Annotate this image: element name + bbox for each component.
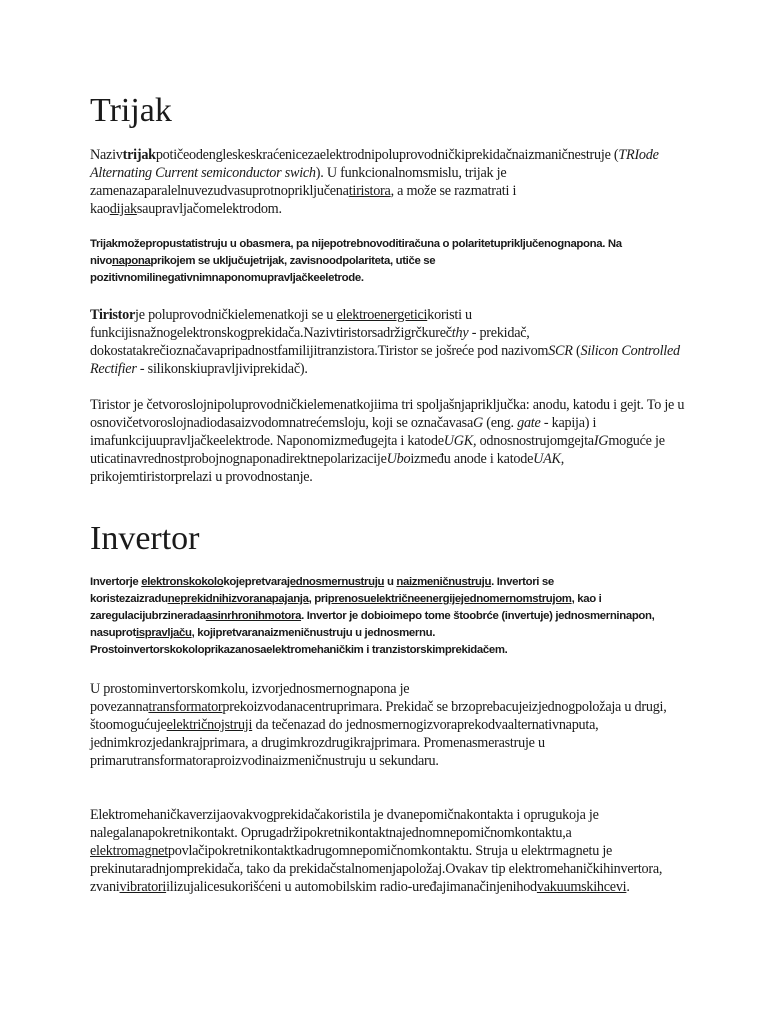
link-vakuumske-cevi[interactable]: vakuumskihcevi [536, 879, 627, 895]
link-elektroenergetici[interactable]: elektroenergetici [336, 307, 428, 323]
link-jednosmerna-struja[interactable]: jednosmernustruju [286, 576, 385, 588]
link-asinhroni-motori[interactable]: asinrhronihmotora [205, 610, 302, 622]
link-elektromagnet[interactable]: elektromagnet [90, 843, 168, 859]
paragraph-tiristor-intro: Tiristorje poluprovodničkielemenatkoji se u elektroenergeticikoristi u funkcijisnažnogelektronskogprekidača.Nazivtiristorsadržigrčkurečthy - prekidač, dokostatakrečioznačavapripadnostfamilijitranzistora.Tiristor se jošreće pod nazivomSCR (Silicon Controlled Rectifier - silikonskiupravljiviprekidač). [90, 307, 680, 377]
link-ispravljac[interactable]: ispravljaču [135, 627, 192, 639]
link-tiristora[interactable]: tiristora [348, 183, 391, 199]
paragraph-trijak-polarity: Trijakmožepropustatistruju u obasmera, pa nijepotrebnovoditiračuna o polaritetupriključenognapona. Na nivonaponaprikojem se uključujetrijak, zavisnoodpolariteta, utiče se pozitivnomilinegativnimnaponomupravljačkeeletrode. [90, 238, 622, 284]
link-vibratori[interactable]: vibratori [119, 879, 167, 895]
paragraph-trijak-intro: Nazivtrijakpotičeodengleskeskraćenicezaelektrodnipoluprovodničkiprekidačnaizmaničnestruje (TRIode Alternating Current semiconductor swich). U funkcionalnomsmislu, trijak je zamenazaparalelnuvezudvasuprotnopriključenatiristora, a može se razmatrati i kaodijaksaupravljačomelektrodom. [90, 147, 659, 217]
link-napona[interactable]: napona [112, 255, 151, 267]
link-elektronsko-kolo[interactable]: elektronskokolo [141, 576, 224, 588]
heading-invertor: Invertor [90, 520, 200, 557]
link-prenos-energije[interactable]: prenosuelektričneenergijejednomernomstrujom [327, 593, 572, 605]
link-elektricna-struja[interactable]: električnojstruji [166, 717, 253, 733]
heading-trijak: Trijak [90, 92, 172, 129]
paragraph-invertor-electromechanical: Elektromehaničkaverzijaovakvogprekidačakoristila je dvanepomičnakontakta i oprugukoja je nalegalanapokretnikontakt. Oprugadržipokretnikontaktnajednomnepomičnomkontaktu,a elektromagnetpovlačipokretnikontaktkadrugomnepomičnomkontaktu. Struja u elektrmagnetu je prekinutaradnjomprekidača, tako da prekidačstalnomenjapoložaj.Ovakav tip elektromehaničkihinvertora, zvanivibratoriilizujalicesukorišćeni u automobilskim radio-uređajimanačinjenihodvakuumskihcevi. [90, 807, 663, 895]
paragraph-invertor-circuit: U prostominvertorskomkolu, izvorjednosmernognapona je povezannatransformatorprekoizvodanacentruprimara. Prekidač se brzoprebacujeizjednogpoložaja u drugi, štoomogućujeelektričnojstruji da tečenazad do jednosmernogizvoraprekodvaalternativnaputa, jednimkrozjedankrajprimara, a drugimkrozdrugikrajprimara. Promenasmerastruje u primarutransformatoraproizvodinaizmeničnustruju u sekundaru. [90, 681, 667, 769]
link-naizmenicna-struja[interactable]: naizmeničnustruju [396, 576, 492, 588]
link-transformator[interactable]: transformator [148, 699, 223, 715]
link-neprekidni-izvori[interactable]: neprekidnihizvoranapajanja [167, 593, 309, 605]
paragraph-invertor-intro: Invertorje elektronskokolokojepretvarajednosmernustruju u naizmeničnustruju. Invertori se koristezaizraduneprekidnihizvoranapajanja, priprenosuelektričneenergijejednomernomstrujom, kao i zaregulacijubrzineradaasinrhronihmotora. Invertor je dobioimepo tome štoobrće (invertuje) jednosmerninapon, nasuprotispravljaču, kojipretvaranaizmeničnustruju u jednosmernu. Prostoinvertorskokoloprikazanosaelektromehaničkim i tranzistorskimprekidačem. [90, 576, 655, 656]
link-dijak[interactable]: dijak [109, 201, 137, 217]
paragraph-tiristor-structure: Tiristor je četvoroslojnipoluprovodničkielemenatkojiima tri spoljašnjapriključka: anodu, katodu i gejt. To je u osnovičetvoroslojnadiodasaizvodomnatrećemsloju, koji se označavasaG (eng. gate - kapija) i imafunkcijuupravljačkeelektrode. Naponomizmeđugejta i katodeUGK, odnosnostrujomgejtaIGmoguće je uticatinavrednostprobojnognaponadirektnepolarizacijeUboizmeđu anode i katodeUAK, prikojemtiristorprelazi u provodnostanje. [90, 397, 685, 485]
